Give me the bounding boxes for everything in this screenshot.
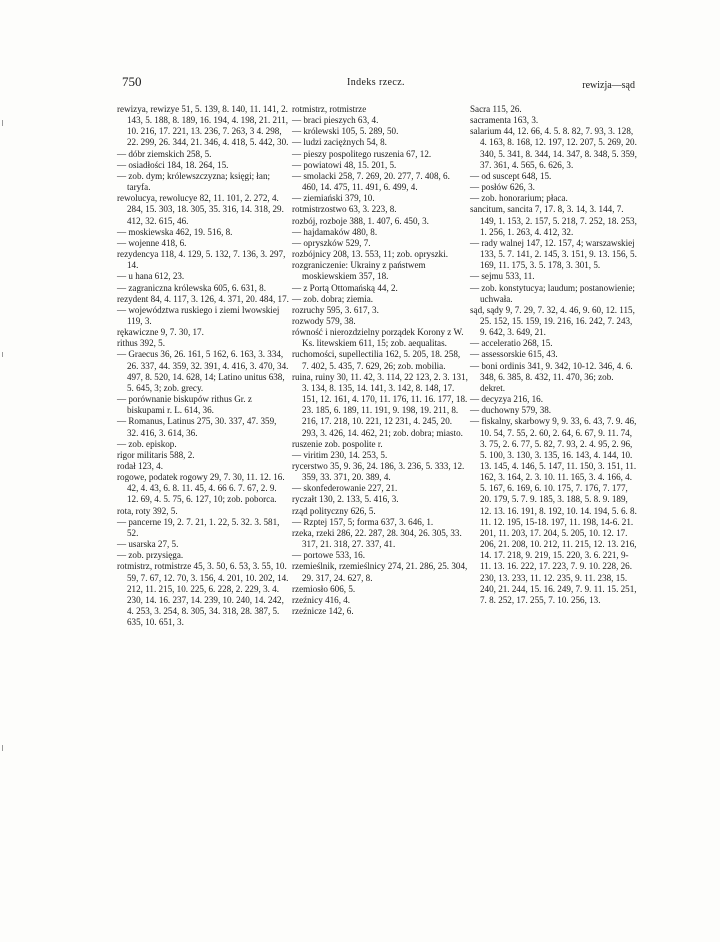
scan-edge-mark [2, 120, 3, 126]
index-entry: — skonfederowanie 227, 21. [292, 483, 398, 494]
index-entry: — od suscept 648, 15. [470, 170, 552, 181]
index-entry: rezydencya 118, 4. 129, 5. 132, 7. 136, 3. 297, 14. [117, 249, 286, 271]
index-entry: — braci pieszych 63, 4. [292, 115, 379, 126]
index-entry: — usarska 27, 5. [117, 539, 179, 550]
index-column-3 [470, 104, 638, 606]
index-entry: rzemieślnik, rzemieślnicy 274, 21. 286, 25. 304, 29. 317, 24. 627, 8. [292, 561, 468, 583]
index-entry: rzemiosło 606, 5. [292, 583, 356, 594]
index-entry: — Graecus 36, 26. 161, 5 162, 6. 163, 3. 334, 26. 337, 44. 359, 32. 391, 4. 416, 3. 470, 34. 497, 8. 520, 14. 628, 14; Latino unitus 638, 5. 645, 3; zob. grecy. [117, 349, 289, 393]
index-entry: — boni ordinis 341, 9. 342, 10-12. 346, 4. 6. 348, 6. 385, 8. 432, 11. 470, 36; zob. dekret. [470, 360, 633, 393]
index-entry: rycerstwo 35, 9. 36, 24. 186, 3. 236, 5. 333, 12. 359, 33. 371, 20. 389, 4. [292, 461, 465, 483]
index-entry: rękawiczne 9, 7. 30, 17. [117, 327, 204, 338]
index-entry: rozbójnicy 208, 13. 553, 11; zob. opryszki. [292, 249, 449, 260]
index-entry: — viritim 230, 14. 253, 5. [292, 449, 388, 460]
index-entry: — Romanus, Latinus 275, 30. 337, 47. 359, 32. 416, 3. 614, 36. [117, 416, 277, 438]
index-entry: ruina, ruiny 30, 11. 42, 3. 114, 22 123, 2. 3. 131, 3. 134, 8. 135, 14. 141, 3. 142, 8. 148, 17. 151, 12. 161, 4. 170, 11. 176, 11. 16. 177, 18. 23. 185, 6. 189, 11. 191, 9. 198, 19. 211, 8. 216, 17. 218, 10. 221, 12 231, 4. 245, 20. 293, 3. 426, 14. 462, 21; zob. dobra; miasto. [292, 371, 468, 438]
index-entry: równość i nierozdzielny porządek Korony z W. Ks. litewskiem 611, 15; zob. aequalitas. [292, 327, 464, 349]
index-entry: rigor militaris 588, 2. [117, 449, 195, 460]
index-entry: — posłów 626, 3. [470, 182, 535, 193]
section-title: Indeks rzecz. [347, 77, 405, 88]
index-entry: — zob. dym; królewszczyzna; księgi; łan; taryfa. [117, 170, 271, 193]
index-entry: rozgraniczenie: Ukrainy z państwem moskiewskiem 357, 18. [292, 260, 426, 282]
index-entry: — zob. honorarium; płaca. [470, 193, 568, 204]
index-entry: — wojenne 418, 6. [117, 237, 187, 248]
index-entry: ruchomości, supellectilia 162, 5. 205, 18. 258, 7. 402, 5. 435, 7. 629, 26; zob. mobilia. [292, 349, 461, 371]
index-entry: — opryszków 529, 7. [292, 237, 371, 248]
index-column-1 [117, 104, 289, 628]
index-entry: rezydent 84, 4. 117, 3. 126, 4. 371, 20. 484, 17. [117, 293, 289, 304]
index-entry: rithus 392, 5. [117, 338, 165, 349]
scan-edge-mark [2, 352, 3, 357]
index-entry: — królewski 105, 5. 289, 50. [292, 126, 399, 137]
index-entry: — duchowny 579, 38. [470, 405, 552, 416]
index-entry: sacramenta 163, 3. [470, 115, 539, 126]
page-number: 750 [122, 74, 142, 89]
index-entry: ryczałt 130, 2. 133, 5. 416, 3. [292, 494, 399, 505]
index-entry: — zob. dobra; ziemia. [292, 293, 374, 304]
index-entry: — decyzya 216, 16. [470, 394, 543, 405]
index-entry: rzeka, rzeki 286, 22. 287, 28. 304, 26. 305, 33. 317, 21. 318, 27. 337, 41. [292, 527, 462, 550]
index-entry: — zagraniczna królewska 605, 6. 631, 8. [117, 282, 266, 293]
index-entry: — z Portą Ottomańską 44, 2. [292, 282, 398, 293]
index-entry: — osiadłości 184, 18. 264, 15. [117, 159, 229, 170]
index-entry: rewizya, rewizye 51, 5. 139, 8. 140, 11. 141, 2. 143, 5. 188, 8. 189, 16. 194, 4. 198, 21. 211, 10. 216, 17. 221, 13. 236, 7. 263, 3 4. 298, 22. 299, 26. 344, 21. 346, 4. 418, 5. 442, 30. [117, 104, 289, 148]
running-head: rewizja—sąd [582, 80, 635, 91]
index-entry: rogowe, podatek rogowy 29, 7. 30, 11. 12. 16. 42, 4. 43, 6. 8. 11. 45, 4. 66 6. 7. 67, 2. 9. 12. 69, 4. 5. 75, 6. 127, 10; zob. poborca. [117, 472, 285, 505]
index-entry: Sacra 115, 26. [470, 104, 522, 114]
index-entry: rodał 123, 4. [117, 461, 163, 471]
index-entry: — sejmu 533, 11. [470, 271, 535, 282]
index-entry: ruszenie zob. pospolite r. [292, 438, 383, 449]
index-column-2 [292, 104, 468, 617]
index-entry: rota, roty 392, 5. [117, 505, 178, 516]
index-entry: rozwody 579, 38. [292, 315, 356, 326]
index-entry: — porównanie biskupów rithus Gr. z biskupami r. L. 614, 36. [117, 394, 252, 416]
index-entry: sąd, sądy 9, 7. 29, 7. 32, 4. 46, 9. 60, 12. 115, 25. 152, 15. 159, 19. 216, 16. 242, 7. 243, 9. 642, 3. 649, 21. [470, 304, 635, 338]
index-entry: rewolucya, rewolucye 82, 11. 101, 2. 272, 4. 284, 15. 303, 18. 305, 35. 316, 14. 318, 29. 412, 32. 615, 46. [117, 193, 284, 226]
index-entry: — Rzptej 157, 5; forma 637, 3. 646, 1. [292, 516, 434, 527]
index-entry: salarium 44, 12. 66, 4. 5. 8. 82, 7. 93, 3. 128, 4. 163, 8. 168, 12. 197, 12. 207, 5. 269, 20. 340, 5. 341, 8. 344, 14. 347, 8. 348, 5. 359, 37. 361, 4. 565, 6. 626, 3. [470, 126, 637, 170]
index-entry: — portowe 533, 16. [292, 550, 365, 561]
index-entry: — fiskalny, skarbowy 9, 9. 33, 6. 43, 7. 9. 46, 10. 54, 7. 55, 2. 60, 2. 64, 6. 67, 9. 11. 74, 3. 75, 2. 6. 77, 5. 82, 7. 93, 2. 4. 95, 2. 96, 5. 100, 3. 130, 3. 135, 16. 143, 4. 144, 10. 13. 145, 4. 146, 5. 147, 11. 150, 3. 151, 11. 162, 3. 164, 2. 3. 10. 11. 165, 3. 4. 166, 4. 5. 167, 6. 169, 6. 10. 175, 7. 176, 7. 177, 20. 179, 5. 7. 9. 185, 3. 188, 5. 8. 9. 189, 12. 13. 16. 191, 8. 192, 10. 14. 194, 5. 6. 8. 11. 12. 195, 15-18. 197, 11. 198, 14-6. 21. 201, 11. 203, 17. 204, 5. 205, 10. 12. 17. 206, 21. 208, 10. 212, 11. 215, 12. 13. 216, 14. 17. 218, 9. 219, 15. 220, 3. 6. 221, 9-11. 13. 16. 222, 17. 223, 7. 9. 10. 228, 26. 230, 13. 233, 11. 12. 235, 9. 11. 238, 15. 240, 21. 244, 15. 16. 249, 7. 9. 11. 15. 251, 7. 8. 252, 17. 255, 7. 10. 256, 13. [470, 416, 637, 605]
index-entry: — zob. konstytucya; laudum; postanowienie; uchwała. [470, 282, 635, 304]
index-entry: — pancerne 19, 2. 7. 21, 1. 22, 5. 32. 3. 581, 52. [117, 516, 280, 538]
index-entry: rzeźnicze 142, 6. [292, 606, 354, 617]
index-entry: — smolacki 258, 7. 269, 20. 277, 7. 408, 6. 460, 14. 475, 11. 491, 6. 499, 4. [292, 170, 450, 193]
index-entry: — moskiewska 462, 19. 516, 8. [117, 226, 233, 237]
index-entry: — powiatowi 48, 15. 201, 5. [292, 159, 397, 170]
index-entry: — assessorskie 615, 43. [470, 349, 558, 360]
index-entry: — ludzi zaciężnych 54, 8. [292, 137, 387, 148]
index-entry: — zob. episkop. [117, 438, 177, 449]
index-entry: rotmistrz, rotmistrze 45, 3. 50, 6. 53, 3. 55, 10. 59, 7. 67, 12. 70, 3. 156, 4. 201, 10. 202, 14. 212, 11. 215, 10. 225, 6. 228, 2. 229, 3. 4. 230, 14. 16. 237, 14. 239, 10. 240, 14. 242, 4. 253, 3. 254, 8. 305, 34. 318, 28. 387, 5. 635, 10. 651, 3. [117, 561, 289, 628]
index-entry: rotmistrzostwo 63, 3. 223, 8. [292, 204, 397, 215]
index-entry: — hajdamaków 480, 8. [292, 226, 378, 237]
index-entry: — u hana 612, 23. [117, 271, 185, 282]
index-entry: — acceleratio 268, 15. [470, 338, 553, 349]
index-entry: sancitum, sancita 7, 17. 8, 3. 14, 3. 144, 7. 149, 1. 153, 2. 157, 5. 218, 7. 252, 18. 253, 1. 256, 1. 263, 4. 412, 32. [470, 204, 637, 237]
index-entry: — pieszy pospolitego ruszenia 67, 12. [292, 148, 432, 159]
index-entry: — dóbr ziemskich 258, 5. [117, 148, 212, 159]
index-entry: rzeźnicy 416, 4. [292, 594, 351, 605]
index-entry: rozbój, rozboje 388, 1. 407, 6. 450, 3. [292, 215, 429, 226]
index-entry: rozruchy 595, 3. 617, 3. [292, 304, 379, 315]
index-entry: rotmistrz, rotmistrze [292, 104, 367, 114]
index-entry: — rady walnej 147, 12. 157, 4; warszawskiej 133, 5. 7. 141, 2. 145, 3. 151, 9. 13. 156, 5. 169, 11. 175, 3. 5. 178, 3. 301, 5. [470, 237, 637, 271]
index-entry: rząd polityczny 626, 5. [292, 505, 376, 516]
index-entry: — ziemiański 379, 10. [292, 193, 375, 204]
index-entry: — województwa ruskiego i ziemi lwowskiej 119, 3. [117, 304, 280, 326]
index-entry: — zob. przysięga. [117, 550, 184, 561]
scan-edge-mark [2, 745, 3, 751]
